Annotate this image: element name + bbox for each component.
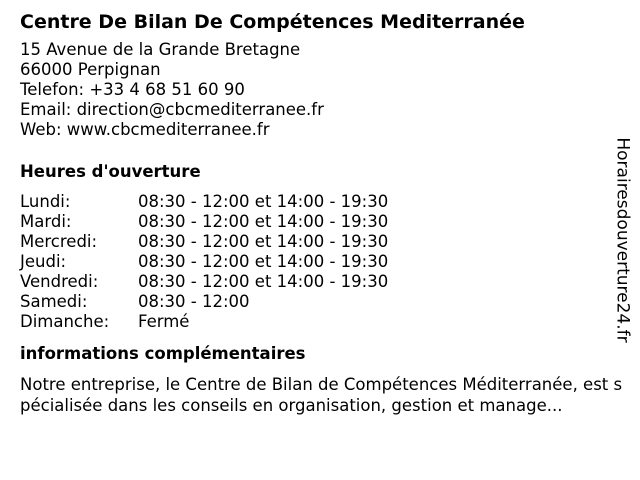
- hours-row-sunday: [20, 312, 632, 332]
- day-label: Samedi:: [20, 292, 88, 311]
- phone-line: Telefon: +33 4 68 51 60 90: [20, 80, 245, 99]
- day-label: Vendredi:: [20, 272, 99, 291]
- business-card: [20, 8, 632, 416]
- info-description: Notre entreprise, le Centre de Bilan de Compétences Méditerranée, est spécialisée dans les conseils en organisation, gestion et manage...: [20, 375, 623, 415]
- day-label: Jeudi:: [20, 252, 67, 271]
- hours-row-friday: [20, 272, 632, 292]
- email-line: Email: direction@cbcmediterranee.fr: [20, 100, 324, 119]
- watermark-text: Horairesdouverture24.fr: [613, 137, 633, 343]
- day-hours: 08:30 - 12:00 et 14:00 - 19:30: [138, 232, 389, 251]
- day-hours: 08:30 - 12:00 et 14:00 - 19:30: [138, 252, 389, 271]
- day-hours: 08:30 - 12:00 et 14:00 - 19:30: [138, 192, 389, 211]
- hours-heading: Heures d'ouverture: [20, 162, 201, 181]
- day-hours: 08:30 - 12:00: [138, 292, 250, 311]
- day-hours: Fermé: [138, 312, 190, 331]
- hours-row-tuesday: [20, 212, 632, 232]
- day-label: Mardi:: [20, 212, 72, 231]
- web-line: Web: www.cbcmediterranee.fr: [20, 120, 270, 139]
- day-hours: 08:30 - 12:00 et 14:00 - 19:30: [138, 272, 389, 291]
- business-name: Centre De Bilan De Compétences Mediterranée: [20, 11, 525, 33]
- watermark: [611, 134, 635, 346]
- hours-row-wednesday: [20, 232, 632, 252]
- day-label: Mercredi:: [20, 232, 98, 251]
- address-line-2: 66000 Perpignan: [20, 60, 161, 79]
- info-heading: informations complémentaires: [20, 344, 306, 363]
- hours-row-thursday: [20, 252, 632, 272]
- day-hours: 08:30 - 12:00 et 14:00 - 19:30: [138, 212, 389, 231]
- hours-row-monday: [20, 192, 632, 212]
- day-label: Dimanche:: [20, 312, 110, 331]
- hours-table: [20, 192, 632, 332]
- address-line-1: 15 Avenue de la Grande Bretagne: [20, 40, 301, 59]
- day-label: Lundi:: [20, 192, 71, 211]
- hours-row-saturday: [20, 292, 632, 312]
